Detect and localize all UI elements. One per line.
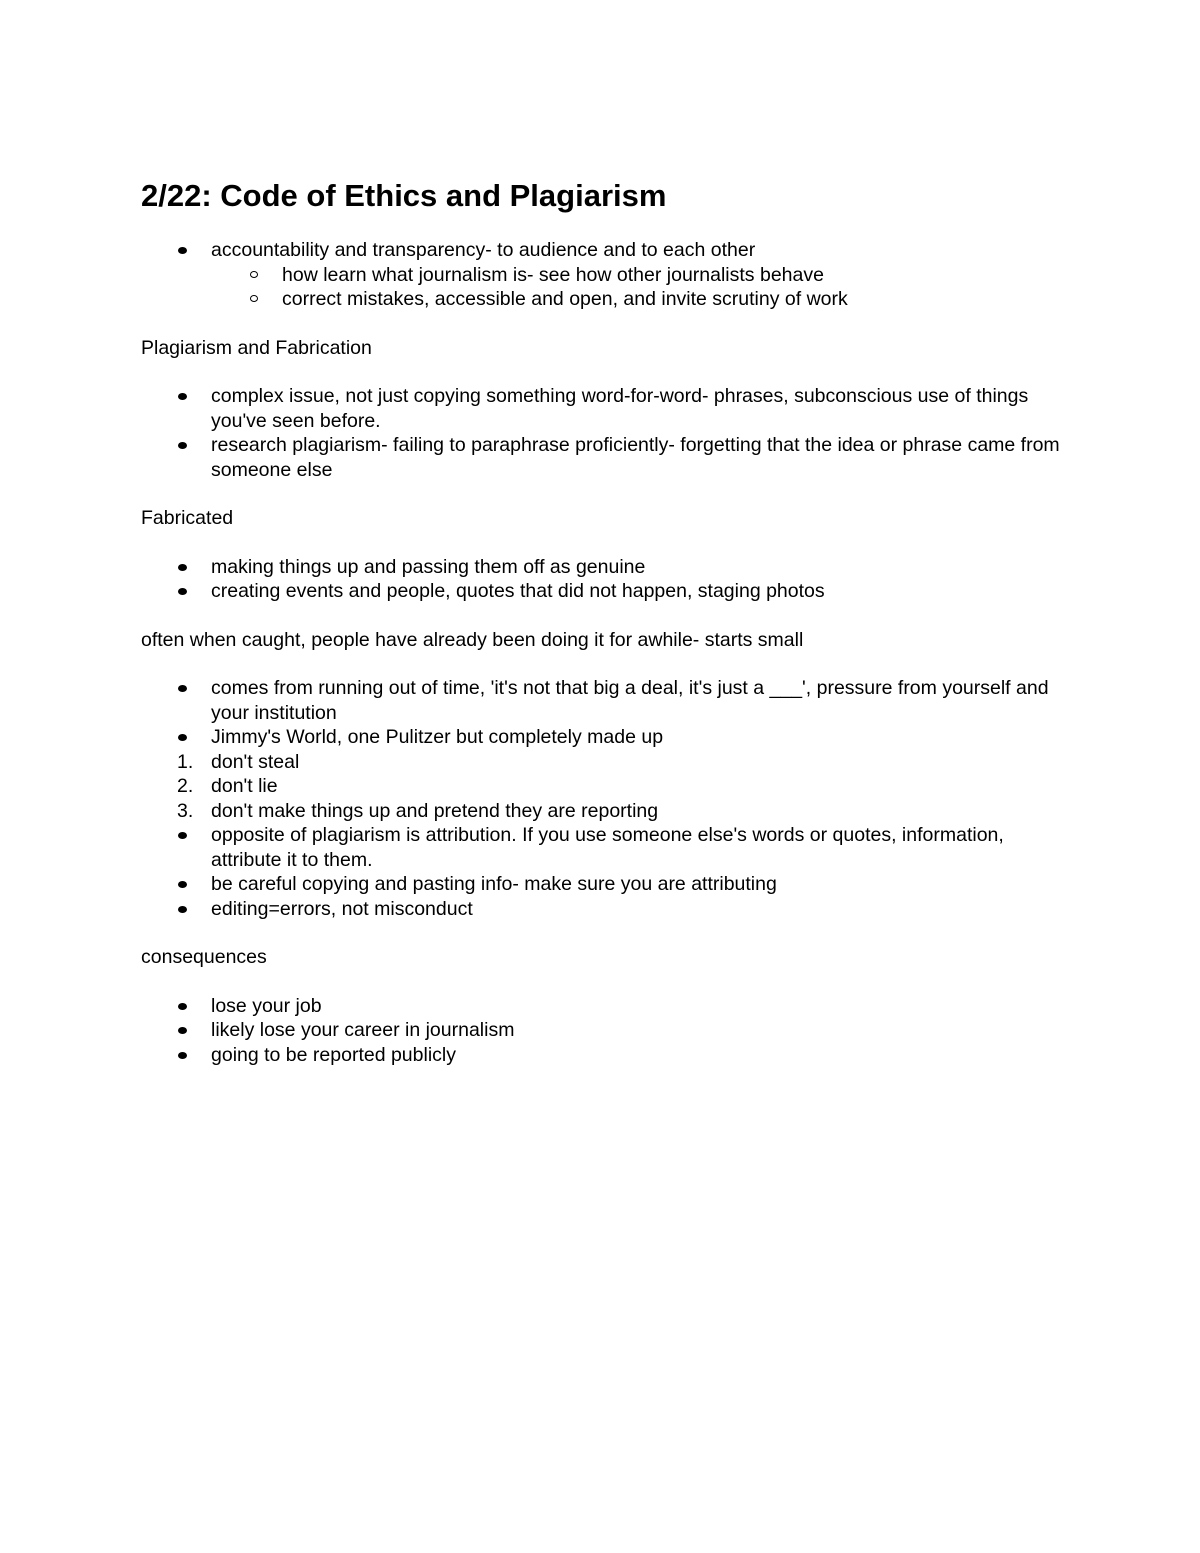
hollow-bullet-icon — [250, 271, 258, 278]
bullet-icon — [178, 1052, 187, 1059]
bullet-list — [141, 238, 1071, 312]
bullet-icon — [178, 832, 187, 839]
list-item — [141, 872, 1071, 897]
mixed-list — [141, 676, 1071, 921]
list-item-text: complex issue, not just copying something word-for-word- phrases, subconscious use of things you've seen before. — [211, 385, 1029, 432]
section-heading-plagiarism: Plagiarism and Fabrication — [141, 336, 372, 359]
list-item — [141, 994, 1071, 1019]
sub-list-item-text: correct mistakes, accessible and open, and invite scrutiny of work — [282, 288, 848, 310]
bullet-icon — [178, 442, 187, 449]
list-number: 1. — [177, 750, 194, 773]
list-item-text: don't lie — [211, 775, 278, 797]
list-item — [141, 555, 1071, 580]
page-title: 2/22: Code of Ethics and Plagiarism — [141, 178, 667, 213]
list-item-text: going to be reported publicly — [211, 1043, 456, 1066]
list-item — [141, 1043, 1071, 1068]
list-item — [141, 823, 1071, 872]
list-item-text: don't make things up and pretend they are reporting — [211, 799, 659, 822]
bullet-icon — [178, 1027, 187, 1034]
bullet-icon — [178, 881, 187, 888]
bullet-list — [141, 994, 1071, 1068]
numbered-list-item — [141, 774, 1071, 799]
section-heading-consequences: consequences — [141, 946, 267, 968]
sub-list-item — [141, 263, 1071, 288]
list-item-text: creating events and people, quotes that did not happen, staging photos — [211, 580, 825, 602]
numbered-list-item — [141, 799, 1071, 824]
bullet-list — [141, 384, 1071, 482]
list-item — [141, 579, 1071, 604]
bullet-icon — [178, 1003, 187, 1010]
list-item-text: likely lose your career in journalism — [211, 1019, 515, 1041]
list-item — [141, 725, 1071, 750]
bullet-list — [141, 555, 1071, 604]
list-item-text: don't steal — [211, 750, 300, 773]
list-item — [141, 897, 1071, 922]
list-item-text: comes from running out of time, 'it's not that big a deal, it's just a ___', pressure from yourself and your institution — [211, 677, 1049, 724]
list-item — [141, 384, 1071, 433]
bullet-icon — [178, 685, 187, 692]
list-item-text: research plagiarism- failing to paraphrase proficiently- forgetting that the idea or phrase came from someone else — [211, 434, 1060, 481]
sub-list-item-text: how learn what journalism is- see how other journalists behave — [282, 263, 824, 286]
bullet-icon — [178, 564, 187, 571]
sub-bullet-list — [211, 263, 1071, 312]
numbered-list-item — [141, 750, 1071, 775]
list-item — [141, 433, 1071, 482]
list-item-text: opposite of plagiarism is attribution. If you use someone else's words or quotes, information, attribute it to them. — [211, 824, 1004, 871]
list-item — [141, 676, 1071, 725]
sub-list-item — [141, 287, 1071, 312]
hollow-bullet-icon — [250, 295, 258, 302]
list-item — [141, 1018, 1071, 1043]
list-item-text: be careful copying and pasting info- make sure you are attributing — [211, 873, 777, 895]
bullet-icon — [178, 393, 187, 400]
bullet-icon — [178, 247, 187, 254]
list-item-text: making things up and passing them off as genuine — [211, 555, 646, 578]
list-number: 3. — [177, 799, 194, 822]
section-heading-often-when-caught: often when caught, people have already been doing it for awhile- starts small — [141, 628, 804, 651]
list-item-text: accountability and transparency- to audience and to each other — [211, 239, 756, 261]
bullet-icon — [178, 588, 187, 595]
document-page — [141, 176, 1071, 1091]
section-heading-fabricated: Fabricated — [141, 507, 234, 529]
list-item — [141, 238, 1071, 312]
list-item-text: lose your job — [211, 994, 322, 1017]
bullet-icon — [178, 906, 187, 913]
list-item-text: Jimmy's World, one Pulitzer but completely made up — [211, 726, 664, 748]
bullet-icon — [178, 734, 187, 741]
list-item-text: editing=errors, not misconduct — [211, 897, 473, 920]
list-number: 2. — [177, 775, 194, 797]
